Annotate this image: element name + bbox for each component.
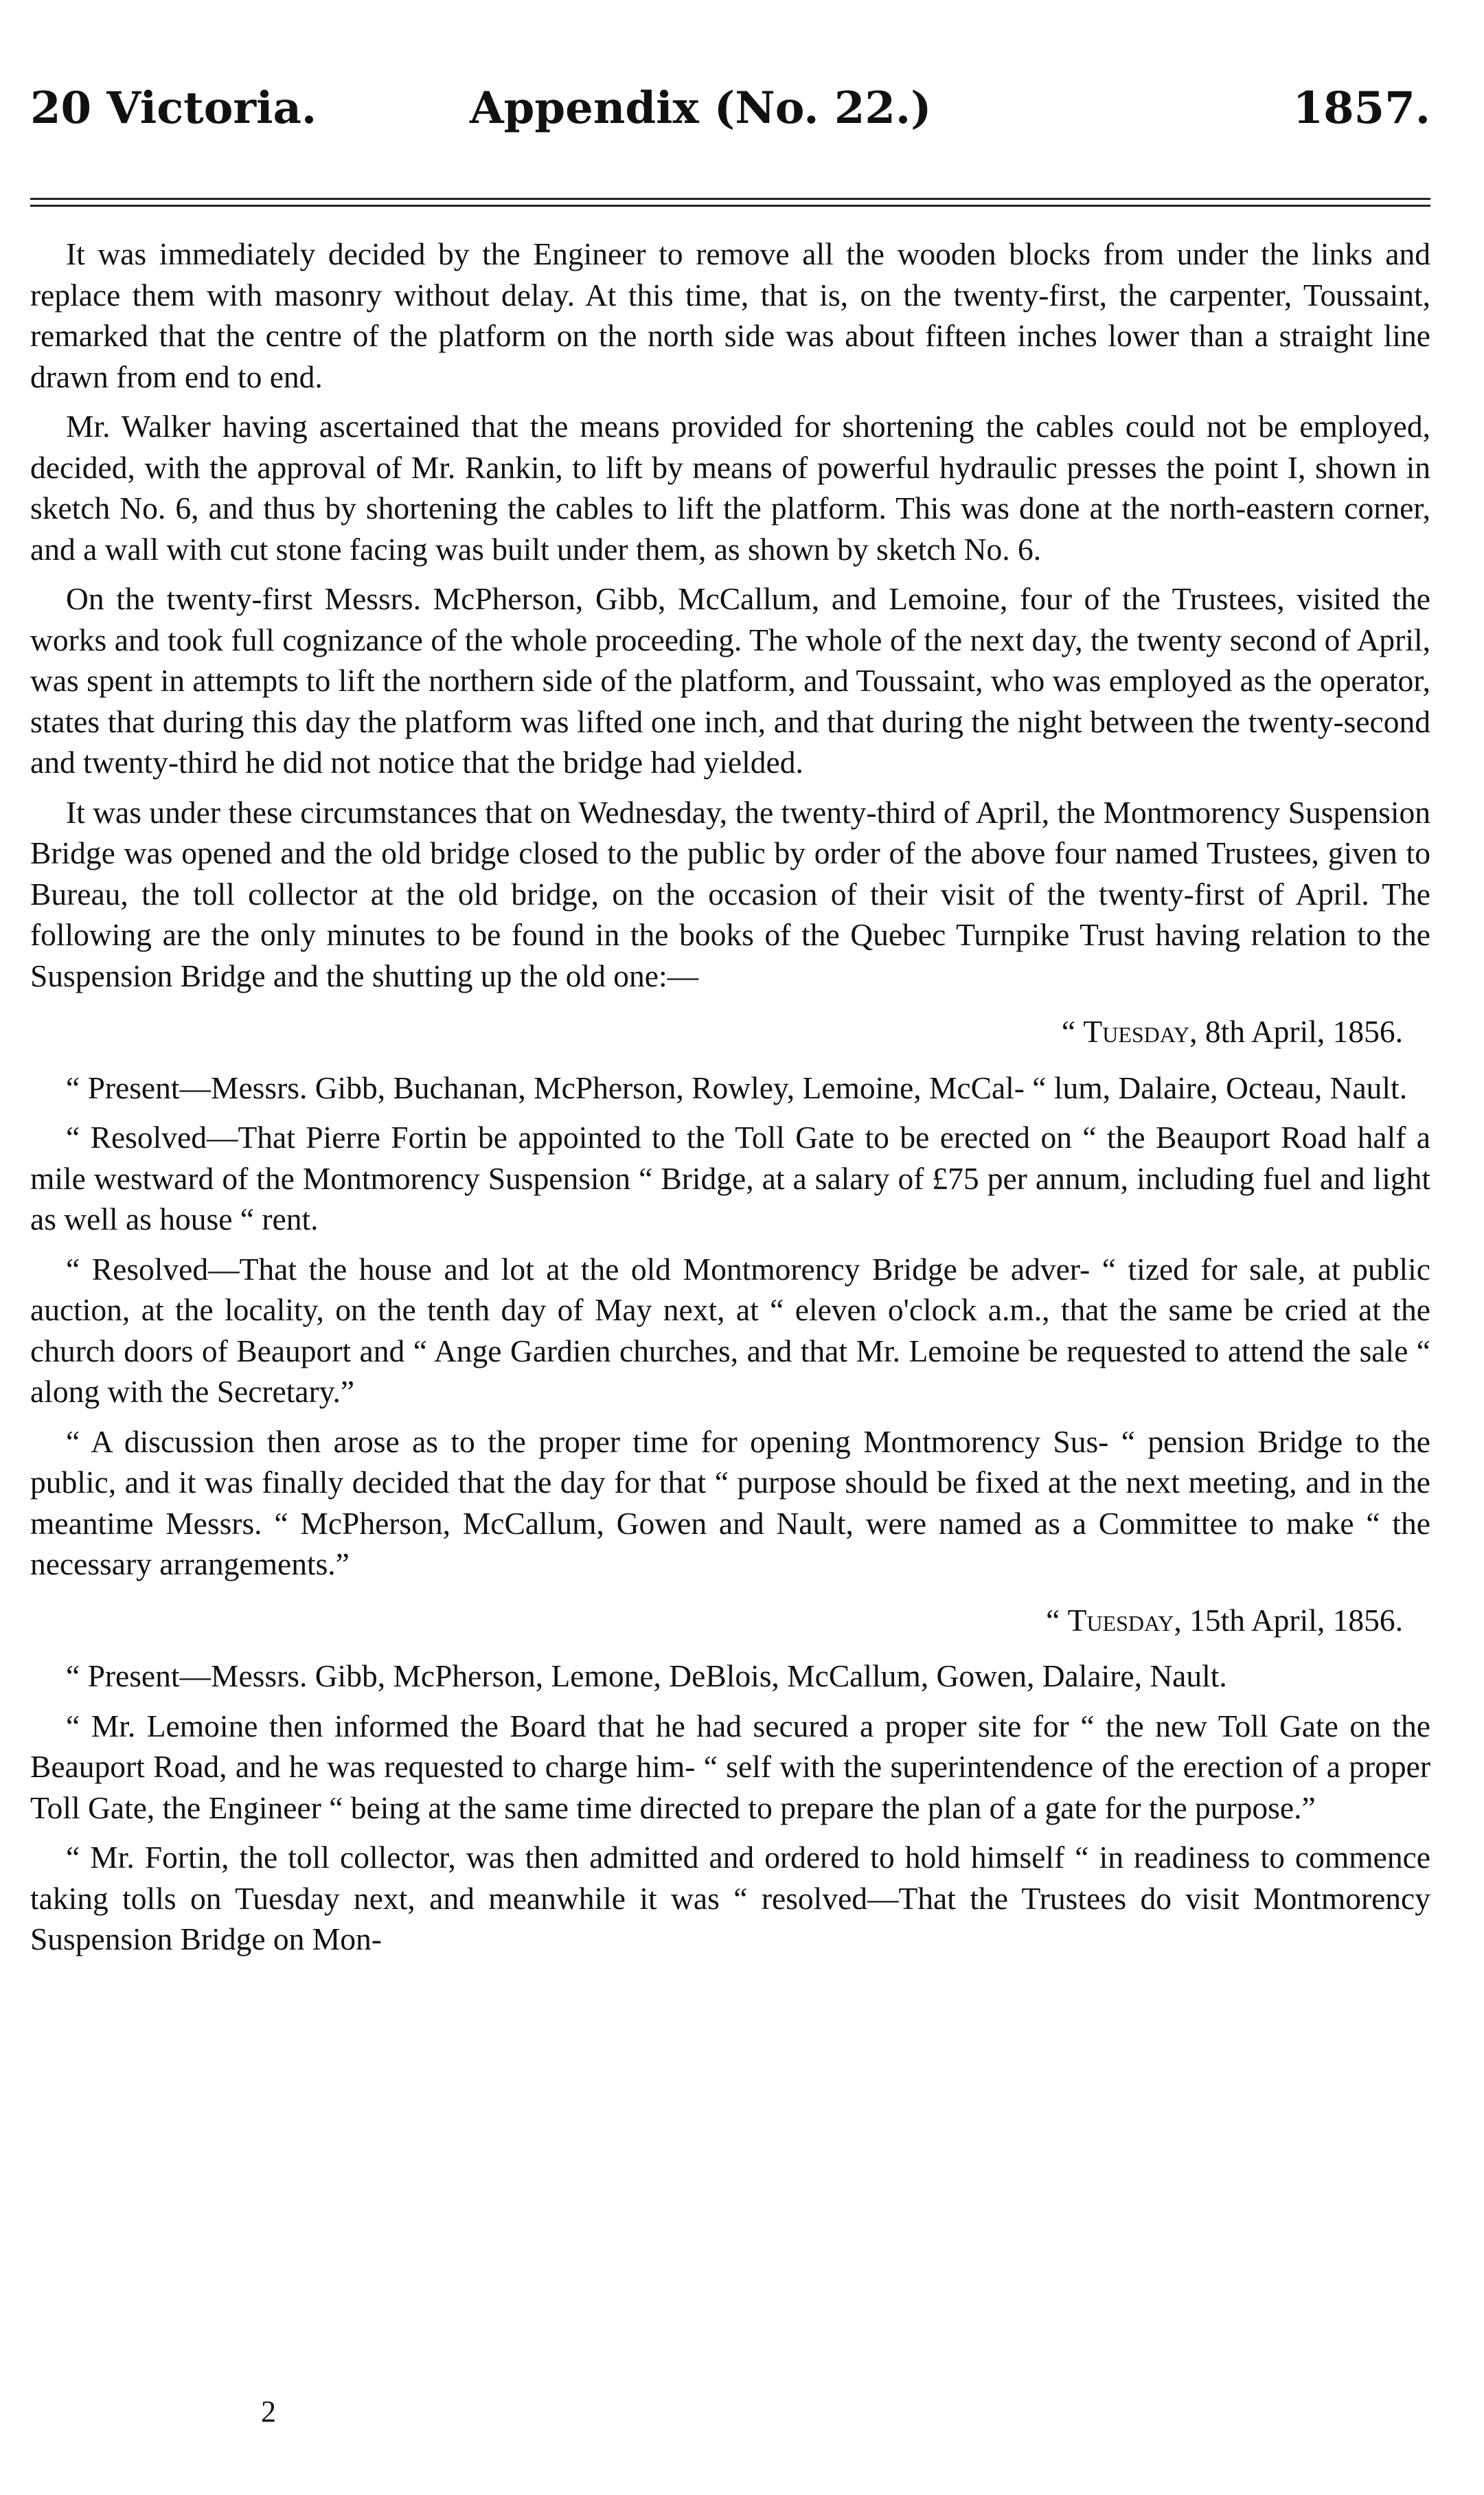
minutes-date-day: Tuesday [1067, 1602, 1174, 1638]
minutes-date: “ Tuesday, 15th April, 1856. [1046, 1602, 1403, 1638]
body-paragraph: It was under these circumstances that on Wednesday, the twenty-third of April, the Montmorency Suspension Bridge was opened and the old bridge closed to the public by order of the above four named Trustees, given to Bureau, the toll collector at the old bridge, on the occasion of their visit of the twenty-first of April. The following are the only minutes to be found in the books of the Quebec Turnpike Trust having relation to the Suspension Bridge and the shutting up the old one:— [30, 794, 1430, 993]
minutes-date-day: Tuesday [1083, 1014, 1190, 1049]
minutes-entry: “ Present—Messrs. Gibb, Buchanan, McPherson, Rowley, Lemoine, McCal- “ lum, Dalaire, Octeau, Nault. [66, 1070, 1408, 1105]
header-year: 1857. [1292, 82, 1430, 134]
header-rule-bottom [30, 205, 1430, 207]
minutes-date-rest: , 8th April, 1856. [1189, 1014, 1403, 1049]
minutes-entry: “ A discussion then arose as to the proper time for opening Montmorency Sus- “ pension Bridge to the public, and it was finally decided that the day for that “ purpose should be fixed at the next meeting, and in the meantime Messrs. “ McPherson, McCallum, Gowen and Nault, were named as a Committee to make “ the necessary arrangements.” [30, 1423, 1430, 1581]
signature-mark: 2 [261, 2395, 276, 2428]
minutes-entry: “ Mr. Fortin, the toll collector, was then admitted and ordered to hold himself “ in readiness to commence taking tolls on Tuesday next, and meanwhile it was “ resolved—That the Trustees do visit Montmorency Suspension Bridge on Mon- [30, 1840, 1430, 1956]
minutes-date-rest: , 15th April, 1856. [1174, 1602, 1403, 1638]
minutes-entry: “ Mr. Lemoine then informed the Board that he had secured a proper site for “ the new Toll Gate on the Beauport Road, and he was requested to charge him- “ self with the superintendence of the erection of a proper Toll Gate, the Engineer “ being at the same time directed to prepare the plan of a gate for the purpose.” [30, 1708, 1430, 1825]
running-header [30, 81, 1430, 136]
body-paragraph: Mr. Walker having ascertained that the means provided for shortening the cables could not be employed, decided, with the approval of Mr. Rankin, to lift by means of powerful hydraulic presses the point I, shown in sketch No. 6, and thus by shortening the cables to lift the platform. This was done at the north-eastern corner, and a wall with cut stone facing was built under them, as shown by sketch No. 6. [30, 409, 1430, 567]
body-paragraph: It was immediately decided by the Engineer to remove all the wooden blocks from under the links and replace them with masonry without delay. At this time, that is, on the twenty-first, the carpenter, Toussaint, remarked that the centre of the platform on the north side was about fifteen inches lower than a straight line drawn from end to end. [30, 236, 1430, 394]
header-session: 20 Victoria. [30, 82, 317, 134]
document-body [30, 234, 1430, 1969]
minutes-entry: “ Resolved—That the house and lot at the old Montmorency Bridge be adver- “ tized for sale, at public auction, at the locality, on the tenth day of May next, at “ eleven o'clock a.m., that the same be cried at the church doors of Beauport and “ Ange Gardien churches, and that Mr. Lemoine be requested to attend the sale “ along with the Secretary.” [30, 1251, 1430, 1409]
header-appendix: Appendix (No. 22.) [470, 82, 932, 134]
body-paragraph: On the twenty-first Messrs. McPherson, Gibb, McCallum, and Lemoine, four of the Trustees, visited the works and took full cognizance of the whole proceeding. The whole of the next day, the twenty second of April, was spent in attempts to lift the northern side of the platform, and Toussaint, who was employed as the operator, states that during this day the platform was lifted one inch, and that during the night between the twenty-second and twenty-third he did not notice that the bridge had yielded. [30, 581, 1430, 780]
minutes-entry: “ Resolved—That Pierre Fortin be appointed to the Toll Gate to be erected on “ the Beauport Road half a mile westward of the Montmorency Suspension “ Bridge, at a salary of £75 per annum, including fuel and light as well as house “ rent. [30, 1120, 1430, 1237]
minutes-date: “ Tuesday, 8th April, 1856. [1061, 1014, 1403, 1049]
minutes-entry: “ Present—Messrs. Gibb, McPherson, Lemone, DeBlois, McCallum, Gowen, Dalaire, Nault. [66, 1658, 1227, 1693]
header-rule-top [30, 198, 1430, 200]
